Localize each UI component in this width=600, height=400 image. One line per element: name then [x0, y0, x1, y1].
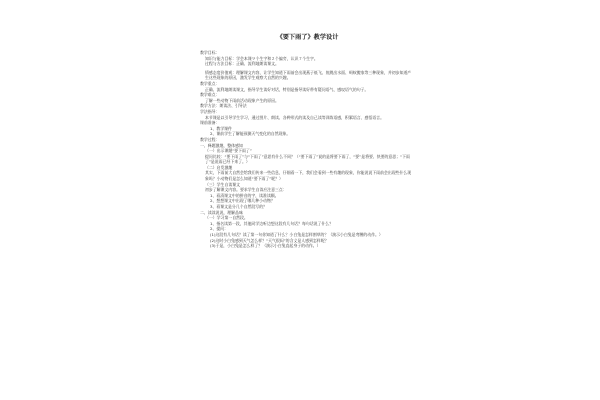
document-line: 1、指名读第一段，其他同学边听边想这段有几句话？每句话说了什么？: [210, 220, 334, 226]
document-line: (3)于是，小白兔是怎么样了？（演示小白兔直起身子的动作。）: [210, 243, 321, 249]
document-line: 情感态度价值观：理解课文内容，让学生知道下雨前会出现燕子低飞、鱼跳出水面、蚂蚁搬家等三种现象，并初步知道产生这些现象的原因，激发学生观察大自然的兴趣。: [205, 69, 412, 81]
document-line: 2、提问：: [210, 226, 229, 232]
document-line: 教学重点：: [200, 80, 220, 86]
document-line: 一、释题激趣，整体感知: [200, 142, 243, 148]
document-line: 初步了解课文内容。要求学生自读应注意三点：: [205, 187, 287, 193]
document-line: 过程与方法目标：正确、流利地朗读课文。: [205, 61, 279, 67]
document-lines: [200, 50, 415, 249]
document-line: 正确、流利地朗读课文，指导学生读好对话，特别是指导读好带有疑问语气、感叹语气的句子。: [205, 86, 369, 92]
document-title: 《要下雨了》教学设计: [276, 34, 339, 41]
document-line: 本节课是以引导学生学习，通过图片、朗读、各种形式的读及自己读等训练语感，积累语言、感悟语言。: [205, 114, 384, 120]
document-line: 1、教学课件: [210, 125, 232, 131]
document-line: 3、看课文是分几个自然段写的？: [210, 204, 267, 210]
document-line: 二、读读说说，理解品味: [200, 209, 243, 215]
document-line: 教学方法：朗读法、引导法: [200, 103, 247, 109]
document-line: 1、看清课文中的拼音的字，读准读顺。: [210, 192, 279, 198]
document-line: 学法指导：: [200, 108, 220, 114]
document-line: 教学目标：: [200, 50, 220, 55]
document-line: 2、课前学生了解能预测天气变化的自然现象。: [210, 131, 291, 137]
document-line: （一）出示课题“要下雨了”: [205, 148, 252, 154]
document-line: 知识与能力目标：学会本课９个生字和２个偏旁，认识７个生字。: [205, 55, 318, 61]
document-line: (2)这时小白兔感到天气怎么样？“天气很闷”的含义是人感到怎样呢？: [210, 237, 329, 243]
document-line: 了解一些动物下雨前活动现象产生的原因。: [205, 97, 279, 103]
document-body: [200, 34, 415, 249]
document-line: （三）学生自读课文: [205, 181, 241, 187]
document-line: （一）学习第一自然段。: [205, 215, 248, 221]
document-line: 2、想想课文中出现了哪几种小动物？: [210, 198, 275, 204]
document-line: 其实，下雨前大自然会给我们传来一些信息，仔细看一下，我们会看到一些有趣的现象，你能说说下雨前会出现些什么现象吗？小动物们是怎么知道“要下雨了”呢？）: [205, 170, 412, 182]
document-line: 提问比较：“要下雨了”与“下雨了”意思有什么不同？（“要下雨了”说的是将要下雨了，“要”是将要、快要的意思；“下雨了”是说雨已经下来了。）: [205, 153, 410, 165]
document-line: 教学难点：: [200, 92, 220, 98]
document-line: （二）启发激趣: [205, 164, 233, 170]
document-line: (1)这段有几句话？读了第一句你知道了什么？小白兔是怎样割草的？（演示小白兔是弯腰的动作。）: [210, 232, 383, 237]
document-line: 课前准备：: [200, 120, 220, 126]
document-line: 教学过程：: [200, 136, 220, 142]
